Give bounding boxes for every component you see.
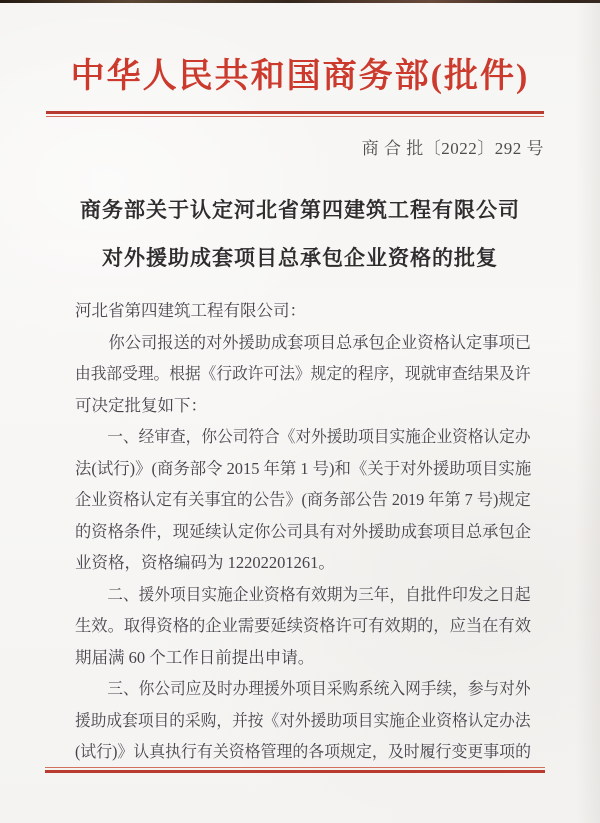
- body-line: 法(试行)》(商务部令 2015 年第 1 号)和《关于对外援助项目实施: [75, 458, 532, 478]
- scan-top-edge: [0, 0, 600, 3]
- body-line: 生效。取得资格的企业需要延续资格许可有效期的，应当在有效: [75, 616, 531, 635]
- body-line: 由我部受理。根据《行政许可法》规定的程序，现就审查结果及许: [75, 364, 531, 383]
- body-line: 的资格条件，现延续认定你公司具有对外援助成套项目总承包企: [75, 521, 531, 541]
- footer-rule: [45, 767, 545, 773]
- body-line: 二、援外项目实施企业资格有效期为三年，自批件印发之日起: [107, 584, 531, 604]
- footer-rule-thick: [45, 770, 545, 773]
- document-title: [0, 186, 600, 282]
- body-line: 可决定批复如下：: [75, 395, 207, 415]
- body-line: 企业资格认定有关事宜的公告》(商务部公告 2019 年第 7 号)规定: [75, 490, 531, 509]
- body-line: 援助成套项目的采购，并按《对外援助项目实施企业资格认定办法: [75, 710, 531, 730]
- letterhead-title: 中华人民共和国商务部(批件): [70, 58, 530, 95]
- document-number: 商 合 批〔2022〕292 号: [361, 139, 544, 158]
- body-line: (试行)》认真执行有关资格管理的各项规定，及时履行变更事项的: [75, 742, 531, 761]
- body-line: 期届满 60 个工作日前提出申请。: [75, 647, 315, 667]
- letterhead-rule-thick: [46, 111, 544, 114]
- document-body: [75, 295, 531, 768]
- body-line: 业资格，资格编码为 12202201261。: [75, 553, 335, 572]
- document-title-line-1: 商务部关于认定河北省第四建筑工程有限公司: [80, 198, 520, 222]
- body-line: 三、你公司应及时办理援外项目采购系统入网手续，参与对外: [107, 679, 531, 698]
- document-title-line-2: 对外援助成套项目总承包企业资格的批复: [102, 246, 498, 270]
- salutation-line: 河北省第四建筑工程有限公司：: [75, 301, 306, 320]
- footer-rule-thin: [45, 767, 545, 768]
- letterhead-rule: [46, 111, 544, 117]
- body-line: 你公司报送的对外援助成套项目总承包企业资格认定事项已: [108, 332, 531, 352]
- letterhead-rule-thin: [46, 116, 544, 117]
- body-line: 一、经审查，你公司符合《对外援助项目实施企业资格认定办: [107, 427, 531, 446]
